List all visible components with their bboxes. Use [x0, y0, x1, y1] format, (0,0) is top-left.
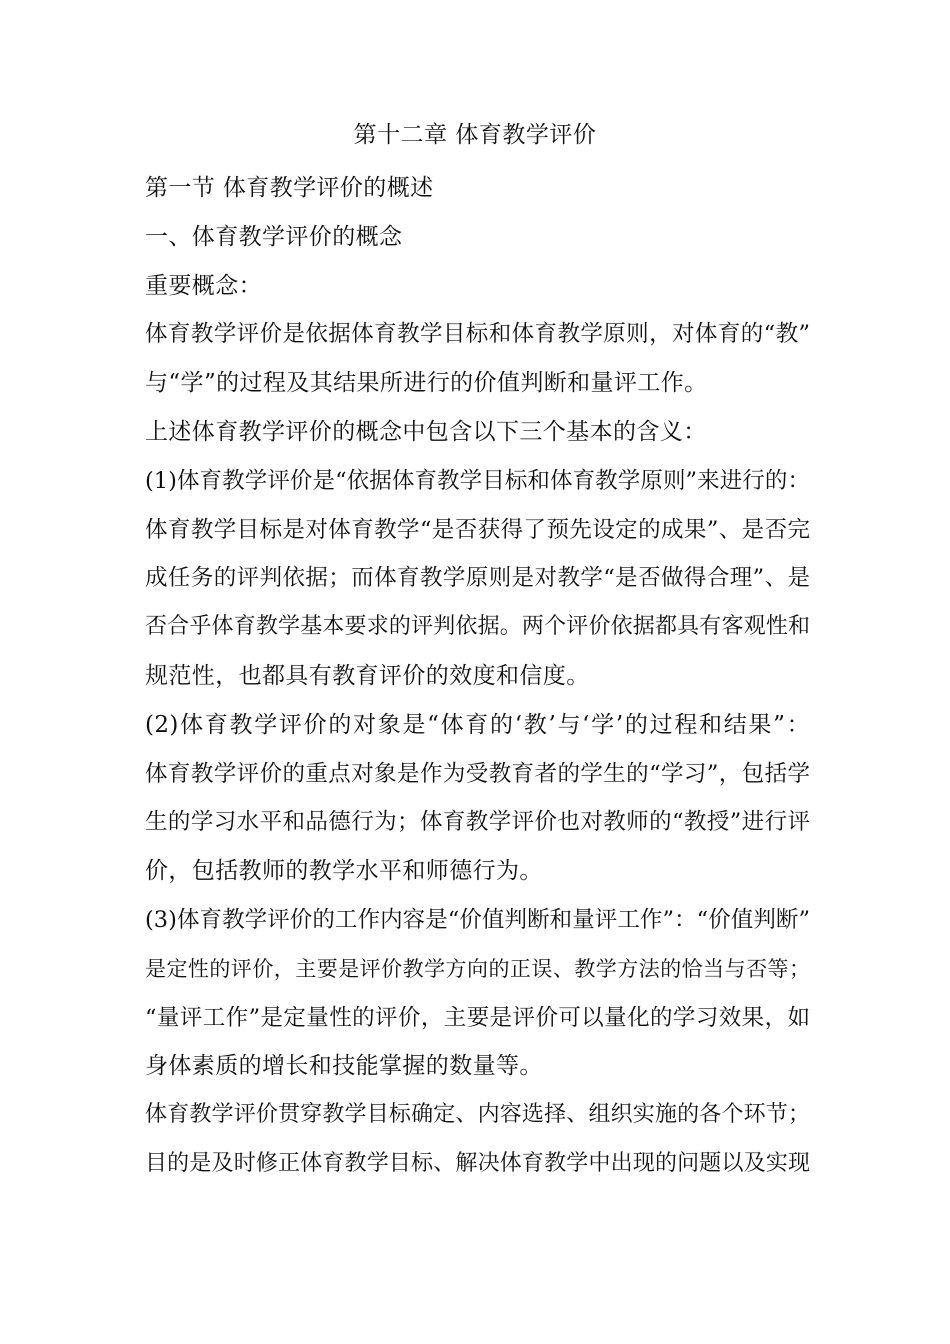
text-line: 生的学习水平和品德行为；体育教学评价也对教师的“教授”进行评: [145, 809, 810, 836]
text-line: 是定性的评价，主要是评价教学方向的正误、教学方法的恰当与否等；: [145, 956, 810, 981]
text-line: (1)体育教学评价是“依据体育教学目标和体育教学原则”来进行的：: [145, 467, 810, 494]
text-line: 体育教学评价是依据体育教学目标和体育教学原则，对体育的“教”: [145, 321, 810, 348]
text-line: (2)体育教学评价的对象是“体育的‘教’与‘学’的过程和结果”：: [145, 711, 810, 738]
document-body: [145, 164, 810, 1189]
text-line: 体育教学评价贯穿教学目标确定、内容选择、组织实施的各个环节；: [145, 1102, 810, 1128]
text-line: 成任务的评判依据；而体育教学原则是对教学“是否做得合理”、是: [145, 565, 810, 592]
text-line: 一、体育教学评价的概念: [145, 223, 403, 250]
text-line: 价，包括教师的教学水平和师德行为。: [145, 858, 543, 885]
text-line: 身体素质的增长和技能掌握的数量等。: [145, 1053, 543, 1080]
text-line: 体育教学评价的重点对象是作为受教育者的学生的“学习”，包括学: [145, 760, 810, 787]
text-line: 第一节 体育教学评价的概述: [145, 175, 434, 201]
text-line: 重要概念：: [145, 272, 262, 299]
chapter-title: 第十二章 体育教学评价: [353, 122, 597, 148]
text-line: “量评工作”是定量性的评价，主要是评价可以量化的学习效果，如: [145, 1004, 810, 1031]
text-line: (3)体育教学评价的工作内容是“价值判断和量评工作”：“价值判断”: [145, 906, 810, 933]
text-line: 目的是及时修正体育教学目标、解决体育教学中出现的问题以及实现: [145, 1150, 810, 1176]
text-line: 规范性，也都具有教育评价的效度和信度。: [145, 662, 590, 689]
text-line: 上述体育教学评价的概念中包含以下三个基本的含义：: [145, 418, 707, 445]
text-line: 与“学”的过程及其结果所进行的价值判断和量评工作。: [145, 370, 708, 397]
text-line: 否合乎体育教学基本要求的评判依据。两个评价依据都具有客观性和: [145, 614, 810, 640]
text-line: 体育教学目标是对体育教学“是否获得了预先设定的成果”、是否完: [145, 516, 810, 543]
